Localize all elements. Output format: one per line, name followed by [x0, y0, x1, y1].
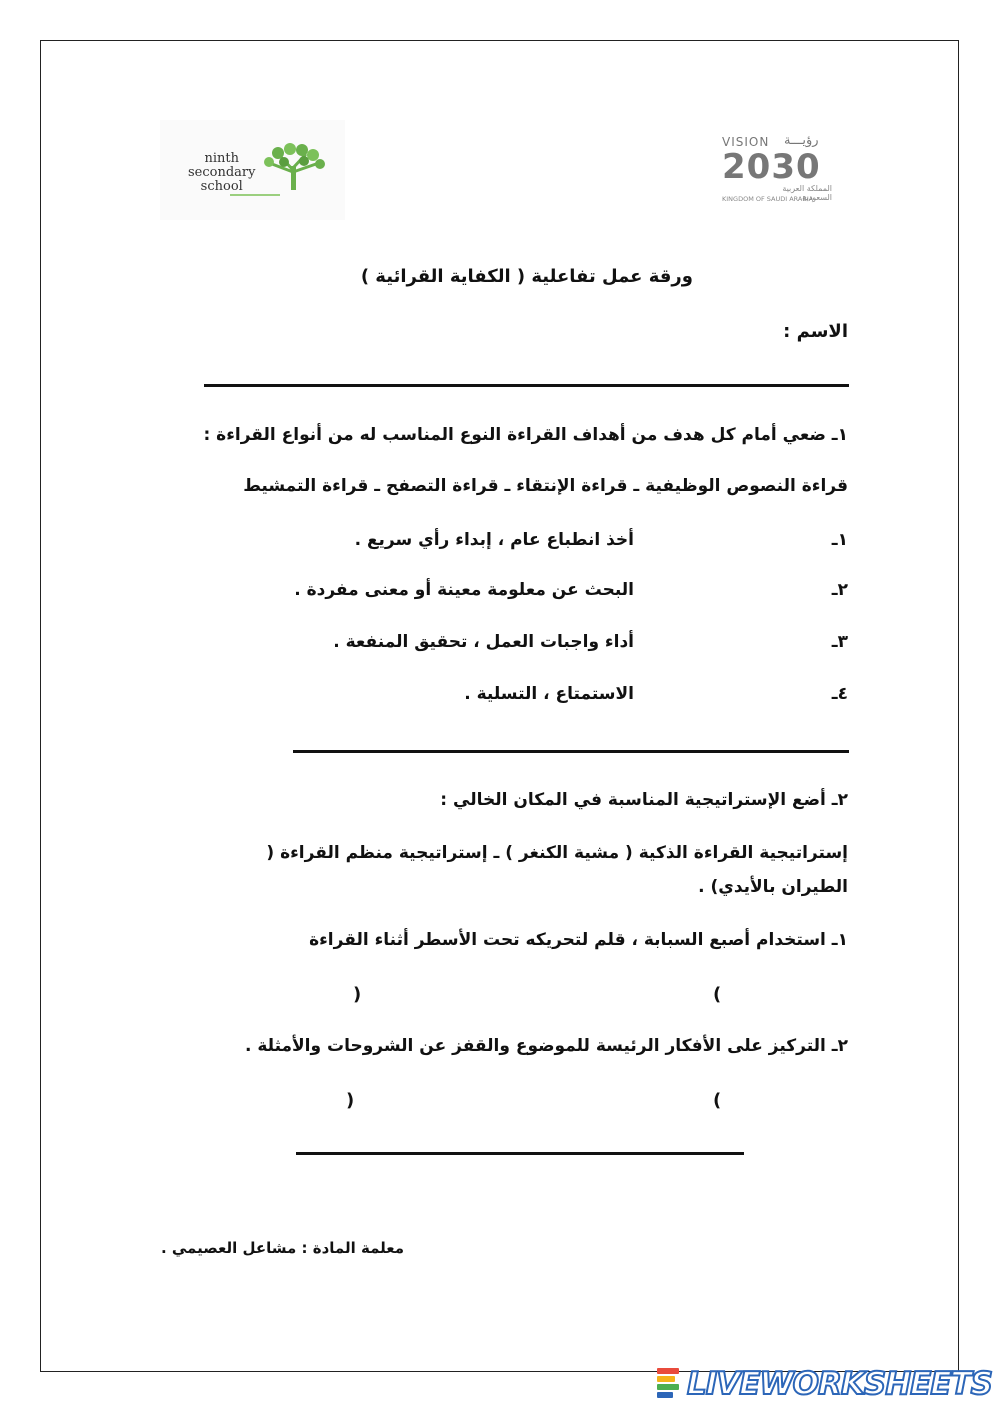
vision-2030-logo: [722, 135, 832, 205]
q1-item-num: ٣ـ: [831, 632, 848, 652]
worksheet-border: [40, 40, 959, 1372]
liveworksheets-text: LIVEWORKSHEETS: [687, 1366, 992, 1402]
tree-icon: [260, 142, 328, 192]
name-label: الاسم :: [783, 321, 848, 342]
teacher-name: معلمة المادة : مشاعل العصيمي .: [160, 1239, 404, 1257]
q1-item-text: أداء واجبات العمل ، تحقيق المنفعة .: [333, 632, 634, 652]
vision-label: VISION: [722, 135, 770, 149]
liveworksheets-icon: [657, 1368, 683, 1400]
vision-arabic: رؤيـــة: [784, 133, 819, 148]
logo-underline: [230, 194, 280, 196]
q1-prompt: ١ـ ضعي أمام كل هدف من أهداف القراءة النوع المناسب له من أنواع القراءة :: [203, 425, 848, 445]
school-logo-line: school: [200, 179, 243, 194]
q1-item-num: ٤ـ: [831, 684, 848, 704]
q1-item-num: ١ـ: [831, 530, 848, 550]
school-logo-text: [188, 152, 255, 194]
worksheet-title: ورقة عمل تفاعلية ( الكفاية القرائية ): [360, 266, 693, 287]
q1-item-num: ٢ـ: [831, 580, 848, 600]
vision-kingdom-ar: المملكة العربية السعودية: [782, 184, 832, 202]
q2-item-text: ١ـ استخدام أصبع السبابة ، قلم لتحريكه تحت الأسطر أثناء القراءة: [309, 930, 848, 950]
liveworksheets-logo: [657, 1365, 992, 1403]
q2-item-text: ٢ـ التركيز على الأفكار الرئيسة للموضوع والقفز عن الشروحات والأمثلة .: [244, 1036, 848, 1056]
q2-answer-field[interactable]: [365, 982, 705, 1010]
q2-options-line2: الطيران بالأيدي) .: [698, 877, 848, 897]
q2-answer-field[interactable]: [358, 1088, 703, 1116]
school-logo-line: secondary: [188, 165, 256, 180]
q2-options-line1: إستراتيجية القراءة الذكية ( مشية الكنغر ) ـ إستراتيجية منظم القراءة (: [266, 843, 848, 863]
section-divider: [296, 1152, 744, 1155]
school-logo: [160, 120, 345, 220]
section-divider: [293, 750, 849, 753]
answer-close-paren: ): [353, 984, 362, 1005]
q1-item-text: البحث عن معلومة معينة أو معنى مفردة .: [294, 580, 634, 600]
answer-open-paren: (: [713, 984, 722, 1005]
vision-year: 2030: [722, 147, 821, 187]
q1-item-text: أخذ انطباع عام ، إبداء رأي سريع .: [354, 530, 634, 550]
q1-item-text: الاستمتاع ، التسلية .: [464, 684, 634, 704]
name-line[interactable]: [204, 384, 849, 387]
q1-options: قراءة النصوص الوظيفية ـ قراءة الإنتقاء ـ قراءة التصفح ـ قراءة التمشيط: [243, 476, 848, 496]
answer-close-paren: ): [346, 1090, 355, 1111]
q2-prompt: ٢ـ أضع الإستراتيجية المناسبة في المكان الخالي :: [440, 790, 848, 810]
answer-open-paren: (: [713, 1090, 722, 1111]
school-logo-line: ninth: [204, 151, 239, 166]
vision-kingdom-en: KINGDOM OF SAUDI ARABIA: [722, 195, 814, 203]
